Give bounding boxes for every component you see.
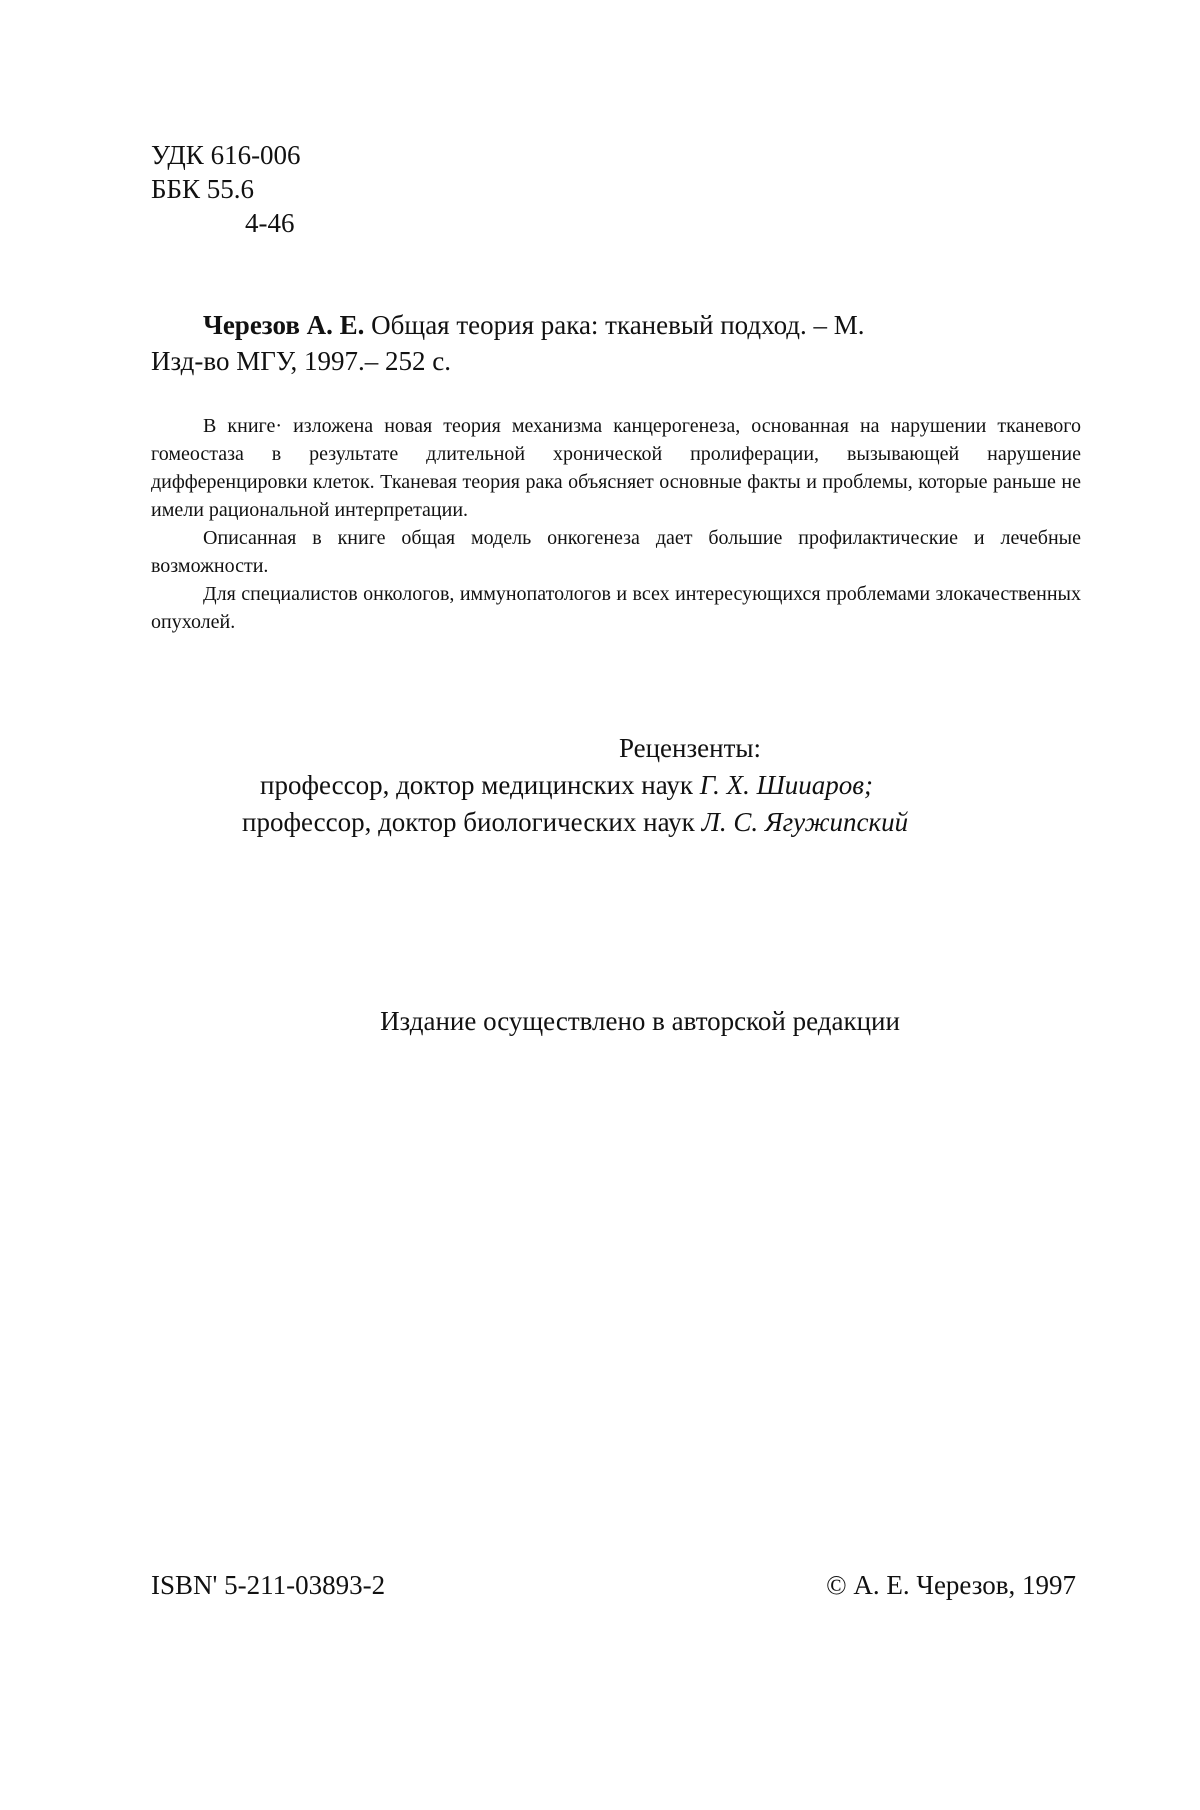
book-title: Общая теория рака: тканевый подход. – М. bbox=[364, 310, 865, 340]
author-name: Черезов А. Е. bbox=[203, 310, 365, 340]
abstract-paragraph: В книге· изложена новая теория механизма канцерогенеза, основанная на нарушении тканевого гомеостаза в результате длительной хронической пролиферации, вызывающей нарушение дифференцировки клеток. Тканевая теория рака объясняет основные факты и проблемы, которые раньше не имели рациональной интерпретации. bbox=[151, 415, 1081, 521]
publisher-line: Изд-во МГУ, 1997.– 252 с. bbox=[151, 346, 452, 376]
abstract-paragraph: Описанная в книге общая модель онкогенеза дает большие профилактические и лечебные возможности. bbox=[151, 527, 1081, 577]
reviewer-2-name: Л. С. Ягужипский bbox=[701, 807, 909, 837]
abstract-paragraph: Для специалистов онкологов, иммунопатологов и всех интересующихся проблемами злокачественных опухолей. bbox=[151, 583, 1081, 633]
reviewer-2-position: профессор, доктор биологических наук bbox=[242, 807, 702, 837]
reviewers-title: Рецензенты: bbox=[618, 733, 762, 763]
reviewer-1-name: Г. Х. Шииаров; bbox=[699, 770, 873, 800]
udk-code: УДК 616-006 bbox=[151, 140, 301, 170]
reviewer-1 bbox=[200, 767, 1080, 804]
isbn: ISBN' 5-211-03893-2 bbox=[151, 1570, 386, 1600]
reviewer-1-position: профессор, доктор медицинских наук bbox=[260, 770, 700, 800]
bibliographic-record bbox=[151, 307, 1081, 379]
classification-block bbox=[151, 138, 301, 240]
reviewer-2 bbox=[200, 804, 1080, 841]
copyright: © А. Е. Черезов, 1997 bbox=[826, 1570, 1076, 1600]
abstract bbox=[151, 412, 1081, 636]
reviewers-block bbox=[200, 730, 1080, 841]
author-mark: 4-46 bbox=[245, 208, 295, 238]
edition-note: Издание осуществлено в авторской редакции bbox=[380, 1006, 900, 1036]
bbk-code: ББК 55.6 bbox=[151, 174, 255, 204]
